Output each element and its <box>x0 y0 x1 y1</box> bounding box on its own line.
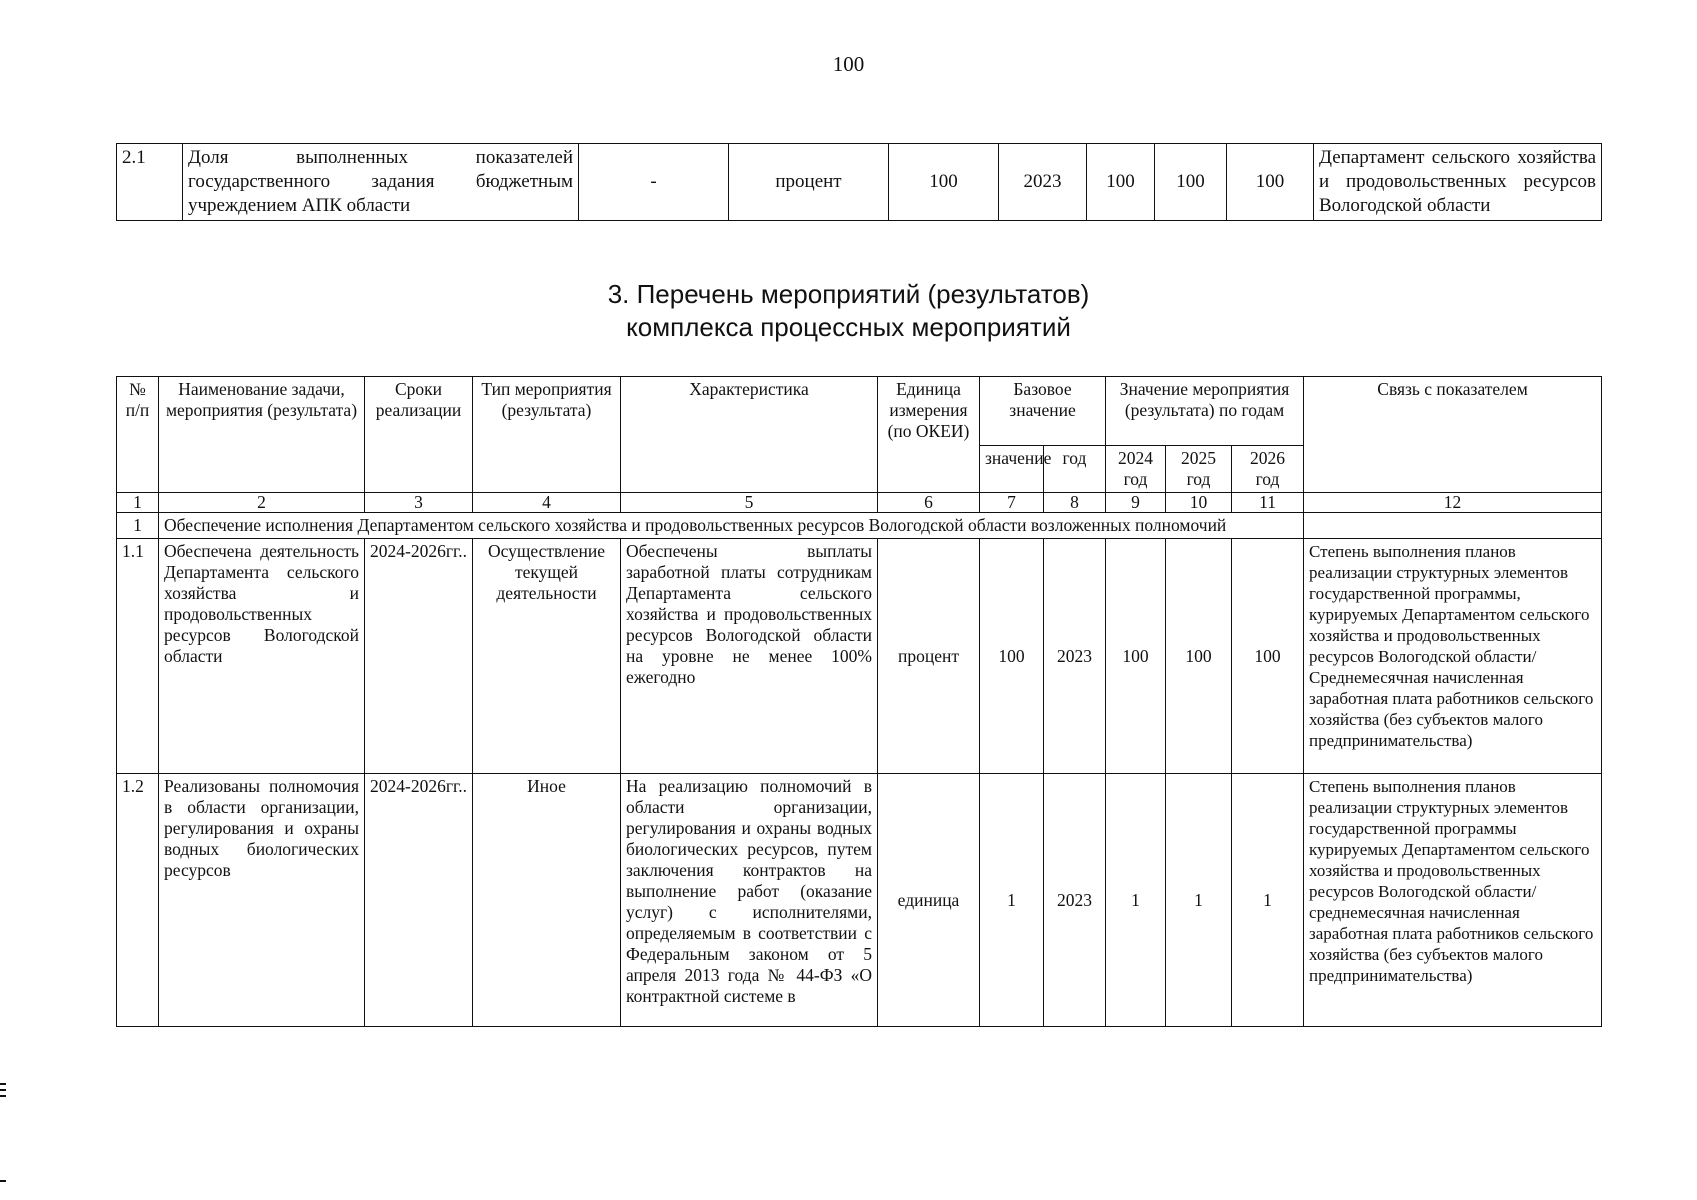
group-title: Обеспечение исполнения Департаментом сельского хозяйства и продовольственных ресурсов Вологодской области возложенных полномочий <box>159 513 1304 539</box>
section-title <box>0 278 1697 344</box>
group-number: 1 <box>117 513 159 539</box>
indicator-link: Степень выполнения планов реализации структурных элементов государственной программы, курируемых Департаментом сельского хозяйства и продовольственных ресурсов Вологодской области/ Среднемесячная начисленная заработная плата работников сельского хозяйства (без субъектов малого предпринимательства) <box>1304 539 1602 774</box>
group-row <box>117 513 1602 539</box>
col-num: 11 <box>1232 493 1304 513</box>
value-2024: 100 <box>1087 144 1155 221</box>
header-name: Наименование задачи, мероприятия (результата) <box>159 377 365 493</box>
measure-type: Осуществление текущей деятельности <box>473 539 621 774</box>
col-num: 6 <box>878 493 980 513</box>
row-number: 1.2 <box>117 774 159 1027</box>
col-num: 4 <box>473 493 621 513</box>
col-num: 2 <box>159 493 365 513</box>
header-base-value: значение <box>980 446 1044 493</box>
value-2025: 100 <box>1166 539 1232 774</box>
value-2026: 100 <box>1232 539 1304 774</box>
table-row <box>117 144 1602 221</box>
measure-terms: 2024-2026гг.. <box>365 539 473 774</box>
header-unit: Единица измерения (по ОКЕИ) <box>878 377 980 493</box>
value-2024: 100 <box>1106 539 1166 774</box>
col-num: 10 <box>1166 493 1232 513</box>
column-numbers-row <box>117 493 1602 513</box>
section-title-line2: комплекса процессных мероприятий <box>626 312 1071 342</box>
col-num: 12 <box>1304 493 1602 513</box>
indicator-name: Доля выполненных показателей государственного задания бюджетным учреждением АПК области <box>183 144 579 221</box>
cell: - <box>579 144 729 221</box>
measure-name: Обеспечена деятельность Департамента сельского хозяйства и продовольственных ресурсов Вологодской области <box>159 539 365 774</box>
value-2024: 1 <box>1106 774 1166 1027</box>
page-number: 100 <box>832 52 865 76</box>
base-year: 2023 <box>1044 774 1106 1027</box>
row-number: 2.1 <box>117 144 183 221</box>
unit: процент <box>729 144 889 221</box>
value-2025: 100 <box>1155 144 1227 221</box>
scan-edge-mark <box>0 1083 6 1085</box>
measure-unit: единица <box>878 774 980 1027</box>
value-2026: 1 <box>1232 774 1304 1027</box>
scan-edge-mark <box>0 1180 6 1182</box>
measure-terms: 2024-2026гг.. <box>365 774 473 1027</box>
measures-table <box>116 376 1602 1027</box>
header-terms: Сроки реализации <box>365 377 473 493</box>
indicator-link: Степень выполнения планов реализации структурных элементов государственной программы курируемых Департаментом сельского хозяйства и продовольственных ресурсов Вологодской области/ среднемесячная начисленная заработная плата работников сельского хозяйства (без субъектов малого предпринимательства) <box>1304 774 1602 1027</box>
header-link: Связь с показателем <box>1304 377 1602 493</box>
scan-edge-mark <box>0 1095 6 1097</box>
group-link <box>1304 513 1602 539</box>
header-characteristic: Характеристика <box>621 377 878 493</box>
header-base: Базовое значение <box>980 377 1106 446</box>
header-2024: 2024 год <box>1106 446 1166 493</box>
header-type: Тип мероприятия (результата) <box>473 377 621 493</box>
header-values: Значение мероприятия (результата) по годам <box>1106 377 1304 446</box>
col-num: 7 <box>980 493 1044 513</box>
base-value: 100 <box>980 539 1044 774</box>
header-2026: 2026 год <box>1232 446 1304 493</box>
col-num: 5 <box>621 493 878 513</box>
measure-unit: процент <box>878 539 980 774</box>
base-value: 100 <box>889 144 999 221</box>
base-year: 2023 <box>999 144 1087 221</box>
header-2025: 2025 год <box>1166 446 1232 493</box>
header-num: № п/п <box>117 377 159 493</box>
table-row <box>117 539 1602 774</box>
header-base-year: год <box>1044 446 1106 493</box>
value-2026: 100 <box>1227 144 1314 221</box>
base-year: 2023 <box>1044 539 1106 774</box>
col-num: 9 <box>1106 493 1166 513</box>
measure-characteristic: На реализацию полномочий в области организации, регулирования и охраны водных биологических ресурсов, путем заключения контрактов на выполнение работ (оказание услуг) с исполнителями, определяемым в соответствии с Федеральным законом от 5 апреля 2013 года № 44-ФЗ «О контрактной системе в <box>621 774 878 1027</box>
header-row <box>117 377 1602 446</box>
measure-characteristic: Обеспечены выплаты заработной платы сотрудникам Департамента сельского хозяйства и продовольственных ресурсов Вологодской области на уровне не менее 100% ежегодно <box>621 539 878 774</box>
measure-name: Реализованы полномочия в области организации, регулирования и охраны водных биологических ресурсов <box>159 774 365 1027</box>
col-num: 3 <box>365 493 473 513</box>
table-row <box>117 774 1602 1027</box>
base-value: 1 <box>980 774 1044 1027</box>
responsible: Департамент сельского хозяйства и продовольственных ресурсов Вологодской области <box>1314 144 1602 221</box>
measure-type: Иное <box>473 774 621 1027</box>
col-num: 8 <box>1044 493 1106 513</box>
section-title-line1: 3. Перечень мероприятий (результатов) <box>607 279 1090 309</box>
row-number: 1.1 <box>117 539 159 774</box>
scan-edge-mark <box>0 1089 6 1091</box>
indicator-table-continuation <box>116 143 1602 221</box>
value-2025: 1 <box>1166 774 1232 1027</box>
col-num: 1 <box>117 493 159 513</box>
